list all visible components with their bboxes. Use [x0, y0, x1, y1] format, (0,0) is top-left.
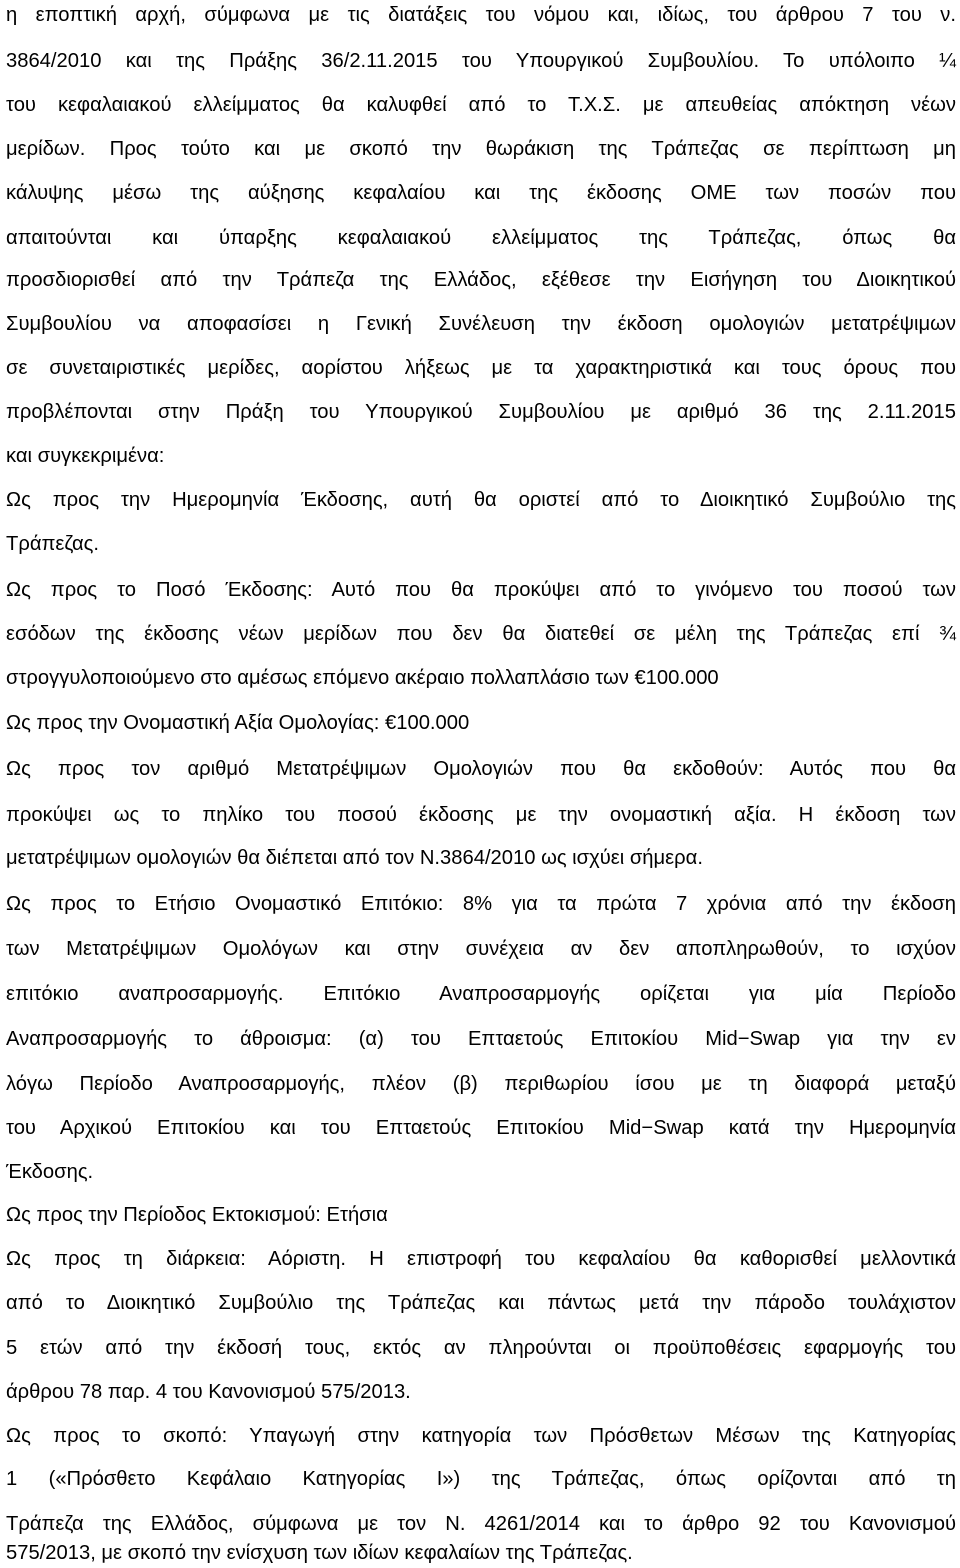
text-line: Τράπεζας. — [6, 533, 99, 555]
text-line: επιτόκιο αναπροσαρμογής. Επιτόκιο Αναπροσαρμογής ορίζεται για μία Περίοδο — [6, 983, 956, 1005]
text-line: του Αρχικού Επιτοκίου και του Επταετούς Επιτοκίου Mid−Swap κατά την Ημερομηνία — [6, 1117, 956, 1139]
text-line: Ως προς την Περίοδος Εκτοκισμού: Ετήσια — [6, 1204, 388, 1226]
text-line: η εποπτική αρχή, σύμφωνα με τις διατάξεις του νόμου και, ιδίως, του άρθρου 7 του ν. — [6, 4, 956, 26]
text-line: μετατρέψιμων ομολογιών θα διέπεται από τον Ν.3864/2010 ως ισχύει σήμερα. — [6, 847, 703, 869]
text-line: Ως προς τον αριθμό Μετατρέψιμων Ομολογιών που θα εκδοθούν: Αυτός που θα — [6, 758, 956, 780]
text-line: 5 ετών από την έκδοσή τους, εκτός αν πληρούνται οι προϋποθέσεις εφαρμογής του — [6, 1337, 956, 1359]
text-line: στρογγυλοποιούμενο στο αμέσως επόμενο ακέραιο πολλαπλάσιο των €100.000 — [6, 667, 719, 689]
text-line: Ως προς το Ετήσιο Ονομαστικό Επιτόκιο: 8% για τα πρώτα 7 χρόνια από την έκδοση — [6, 893, 956, 915]
text-line: άρθρου 78 παρ. 4 του Κανονισμού 575/2013. — [6, 1381, 411, 1403]
text-line: προσδιορισθεί από την Τράπεζα της Ελλάδος, εξέθεσε την Εισήγηση του Διοικητικού — [6, 269, 956, 291]
text-line: των Μετατρέψιμων Ομολόγων και στην συνέχεια αν δεν αποπληρωθούν, το ισχύον — [6, 938, 956, 960]
text-line: Ως προς την Ημερομηνία Έκδοσης, αυτή θα οριστεί από το Διοικητικό Συμβούλιο της — [6, 489, 956, 511]
text-line: απαιτούνται και ύπαρξης κεφαλαιακού ελλείμματος της Τράπεζας, όπως θα — [6, 227, 956, 249]
text-line: και συγκεκριμένα: — [6, 445, 165, 467]
text-line: κάλυψης μέσω της αύξησης κεφαλαίου και της έκδοσης ΟΜΕ των ποσών που — [6, 182, 956, 204]
text-line: σε συνεταιριστικές μερίδες, αορίστου λήξεως με τα χαρακτηριστικά και τους όρους που — [6, 357, 956, 379]
text-line: Αναπροσαρμογής το άθροισμα: (α) του Επταετούς Επιτοκίου Mid−Swap για την εν — [6, 1028, 956, 1050]
text-line: Ως προς τη διάρκεια: Αόριστη. Η επιστροφή του κεφαλαίου θα καθορισθεί μελλοντικά — [6, 1248, 956, 1270]
text-line: Ως προς το σκοπό: Υπαγωγή στην κατηγορία των Πρόσθετων Μέσων της Κατηγορίας — [6, 1425, 956, 1447]
text-line: Ως προς το Ποσό Έκδοσης: Αυτό που θα προκύψει από το γινόμενο του ποσού των — [6, 579, 956, 601]
text-line: 1 («Πρόσθετο Κεφάλαιο Κατηγορίας Ι») της Τράπεζας, όπως ορίζονται από τη — [6, 1468, 956, 1490]
text-line: 3864/2010 και της Πράξης 36/2.11.2015 του Υπουργικού Συμβουλίου. Το υπόλοιπο ¼ — [6, 50, 956, 72]
text-line: προβλέπονται στην Πράξη του Υπουργικού Συμβουλίου με αριθμό 36 της 2.11.2015 — [6, 401, 956, 423]
text-line: προκύψει ως το πηλίκο του ποσού έκδοσης με την ονομαστική αξία. Η έκδοση των — [6, 804, 956, 826]
text-line: 575/2013, με σκοπό την ενίσχυση των ιδίων κεφαλαίων της Τράπεζας. — [6, 1542, 633, 1564]
text-line: από το Διοικητικό Συμβούλιο της Τράπεζας και πάντως μετά την πάροδο τουλάχιστον — [6, 1292, 956, 1314]
text-line: μερίδων. Προς τούτο και με σκοπό την θωράκιση της Τράπεζας σε περίπτωση μη — [6, 138, 956, 160]
text-line: λόγω Περίοδο Αναπροσαρμογής, πλέον (β) περιθωρίου ίσου με τη διαφορά μεταξύ — [6, 1073, 956, 1095]
text-line: Έκδοσης. — [6, 1161, 94, 1183]
text-line: εσόδων της έκδοσης νέων μερίδων που δεν θα διατεθεί σε μέλη της Τράπεζας επί ¾ — [6, 623, 956, 645]
text-line: Συμβουλίου να αποφασίσει η Γενική Συνέλευση την έκδοση ομολογιών μετατρέψιμων — [6, 313, 956, 335]
text-line: Τράπεζα της Ελλάδος, σύμφωνα με τον Ν. 4261/2014 και το άρθρο 92 του Κανονισμού — [6, 1513, 956, 1535]
text-line: του κεφαλαιακού ελλείμματος θα καλυφθεί από το Τ.Χ.Σ. με απευθείας απόκτηση νέων — [6, 94, 956, 116]
text-line: Ως προς την Ονομαστική Αξία Ομολογίας: €100.000 — [6, 712, 470, 734]
